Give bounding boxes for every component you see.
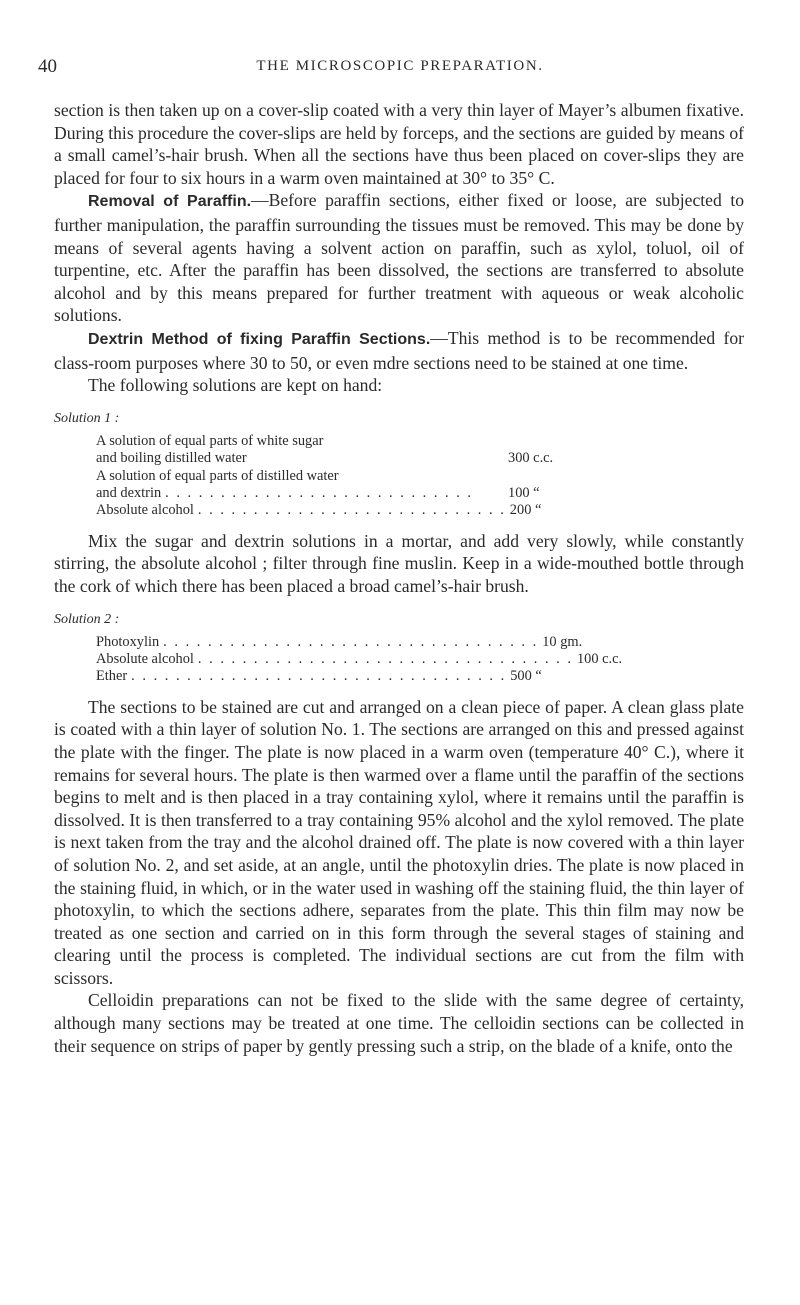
- amount: 100 “: [508, 484, 540, 501]
- ingredient: Photoxylin: [96, 633, 160, 650]
- ingredient: A solution of equal parts of white sugar: [96, 432, 324, 449]
- solution-1-recipe: [96, 433, 576, 520]
- page-body: [54, 99, 744, 1057]
- leader-dots: . . . . . . . . . . . . . . . . . . . . . . . . . . . .: [165, 484, 474, 501]
- page-header: [38, 56, 762, 82]
- paragraph-text: —This method is to be recommended for class-room purposes where 30 to 50, or even mdre sections need to be stained at one time.: [54, 327, 744, 373]
- amount: 200 “: [509, 502, 542, 519]
- ingredient: and dextrin: [96, 484, 162, 501]
- amount: 100 c.c.: [576, 650, 623, 667]
- solution-1-label: Solution 1 :: [54, 410, 120, 426]
- amount: 10 gm.: [542, 633, 583, 650]
- leader-dots: . . . . . . . . . . . . . . . . . . . . . . . . . . . . . . . . . .: [163, 633, 539, 650]
- paragraph-dextrin-method: [54, 327, 744, 374]
- leader-dots: . . . . . . . . . . . . . . . . . . . . . . . . . . . . . . . . . .: [131, 668, 507, 685]
- paragraph-removal-of-paraffin: [54, 189, 744, 327]
- paragraph-text: —Before paraffin sections, either fixed or loose, are subjected to further manipulation, the paraffin surrounding the tissues must be removed. This may be done by means of several agents having a solvent action on paraffin, such as xylol, toluol, oil of turpentine, etc. After the paraffin has been dissolved, the sections are transferred to absolute alcohol and by this means prepared for further treatment with aqueous or weak alcoholic solutions.: [54, 190, 745, 326]
- leader-dots: . . . . . . . . . . . . . . . . . . . . . . . . . . . . . . . . . .: [197, 650, 573, 667]
- amount: 500 “: [510, 668, 542, 685]
- paragraph-solutions-intro: The following solutions are kept on hand:: [88, 375, 383, 396]
- leader-dots: . . . . . . . . . . . . . . . . . . . . . . . . . . . .: [197, 502, 506, 519]
- ingredient: A solution of equal parts of distilled water: [96, 467, 339, 484]
- paragraph-continuation: section is then taken up on a cover-slip coated with a very thin layer of Mayer’s albumen fixative. During this procedure the cover-slips are held by forceps, and the sections are guided by means of a small camel’s-hair brush. When all the sections have thus been placed on cover-slips they are placed for four to six hours in a warm oven maintained at 30° to 35° C.: [54, 100, 744, 188]
- running-head: THE MICROSCOPIC PREPARATION.: [256, 58, 544, 74]
- solution-2-label: Solution 2 :: [54, 611, 120, 627]
- recipe-row: [96, 433, 576, 450]
- page-number: 40: [38, 56, 57, 77]
- ingredient: Ether: [96, 668, 128, 685]
- paragraph-staining-procedure: The sections to be stained are cut and arranged on a clean piece of paper. A clean glass plate is coated with a thin layer of solution No. 1. The sections are arranged on this and pressed against the plate with the finger. The plate is now placed in a warm oven (temperature 40° C.), where it remains for several hours. The plate is then warmed over a flame until the paraffin of the sections begins to melt and is then placed in a tray containing xylol, where it remains until the paraffin is dissolved. It is then transferred to a tray containing 95% alcohol and the xylol removed. The plate is next taken from the tray and the alcohol drained off. The plate is now covered with a thin layer of solution No. 2, and set aside, at an angle, until the photoxylin dries. The plate is now placed in the staining fluid, in which, or in the water used in washing off the staining fluid, the thin layer of photoxylin, to which the sections adhere, separates from the plate. This thin film may now be treated as one section and carried on in this form through the several stages of staining and clearing until the process is completed. The individual sections are cut from the film with scissors.: [54, 696, 744, 988]
- ingredient: and boiling distilled water: [96, 450, 247, 467]
- paragraph-mix-instructions: Mix the sugar and dextrin solutions in a mortar, and add very slowly, while constantly stirring, the absolute alcohol ; filter through fine muslin. Keep in a wide-mouthed bottle through the cork of which there has been placed a broad camel’s-hair brush.: [54, 530, 744, 596]
- recipe-row: [96, 468, 576, 485]
- ingredient: Absolute alcohol: [96, 650, 194, 667]
- section-heading-dextrin-method: Dextrin Method of fixing Paraffin Sections.: [88, 330, 431, 348]
- ingredient: Absolute alcohol: [96, 502, 194, 519]
- recipe-row: [96, 485, 576, 502]
- recipe-row: [96, 450, 576, 467]
- recipe-row: [96, 502, 576, 519]
- section-heading-removal-of-paraffin: Removal of Paraffin.: [88, 193, 252, 211]
- solution-2-recipe: [96, 633, 623, 686]
- recipe-row: [96, 633, 583, 651]
- amount: 300 c.c.: [508, 450, 554, 467]
- recipe-row: [96, 650, 623, 668]
- paragraph-celloidin: Celloidin preparations can not be fixed to the slide with the same degree of certainty, although many sections may be treated at one time. The celloidin sections can be collected in their sequence on strips of paper by gently pressing such a strip, on the blade of a knife, onto the: [54, 990, 744, 1056]
- recipe-row: [96, 668, 576, 685]
